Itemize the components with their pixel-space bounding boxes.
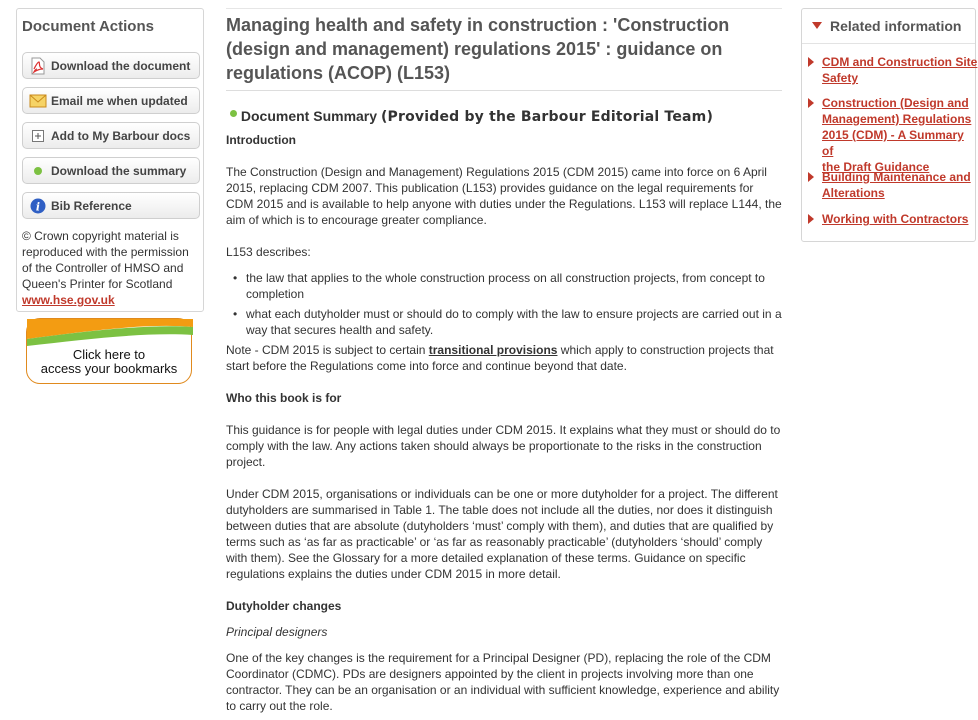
svg-text:i: i [35,200,41,213]
list-item: • the law that applies to the whole construction process on all construction projects, from concept to completion [226,270,782,302]
introduction-paragraph: The Construction (Design and Management) Regulations 2015 (CDM 2015) came into force on 6 April 2015, replacing CDM 2007. This publication (L153) provides guidance on the legal requirements for CDM 2015 and is available to help anyone with duties under the Regulations. L153 will replace L144, the aim of which is to encourage greater compliance. [226,165,782,227]
main-content [226,8,782,713]
l153-describes-text: L153 describes: [226,245,311,259]
related-information-panel [801,8,976,242]
document-actions-title: Document Actions [22,18,154,35]
page-title: Managing health and safety in construction : 'Construction (design and management) regulations 2015' : guidance on regulations (ACOP) (L153) [226,8,782,89]
info-icon [29,197,47,215]
document-actions-panel [16,8,204,312]
copyright-text: © Crown copyright material is reproduced with the permission of the Controller of HMSO and Queen's Printer for Scotland [22,229,189,291]
copyright-notice [22,228,202,308]
add-to-my-docs-label: Add to My Barbour docs [51,128,191,143]
download-summary-button[interactable] [22,157,200,184]
dutyholder-changes-heading: Dutyholder changes [226,599,342,613]
bookmarks-text [27,348,191,376]
plus-box-icon [29,127,47,145]
related-link-item [808,95,978,175]
add-to-my-docs-button[interactable] [22,122,200,149]
related-information-header[interactable] [802,9,975,44]
collapse-triangle-icon [812,22,822,29]
download-document-label: Download the document [51,58,191,73]
arrow-bullet-icon [808,214,814,224]
who-paragraph: This guidance is for people with legal duties under CDM 2015. It explains what they must or should do to comply with the law. Any actions taken should always be proportionate to the risks in the construction project. [226,423,781,469]
related-link-item [808,211,978,227]
related-link-cdm-summary[interactable]: Construction (Design and Management) Regulations 2015 (CDM) - A Summary of the Draft Guidance [822,96,972,174]
related-link-item [808,169,978,201]
related-link-item [808,54,978,86]
who-heading: Who this book is for [226,391,342,405]
arrow-bullet-icon [808,172,814,182]
arrow-bullet-icon [808,57,814,67]
describes-list [226,270,782,342]
note-paragraph [226,342,782,374]
arrow-bullet-icon [808,98,814,108]
related-information-title: Related information [830,18,962,34]
note-text-before: Note - CDM 2015 is subject to certain [226,343,429,357]
transitional-provisions-link[interactable]: transitional provisions [428,343,558,357]
note-text-after: which apply to construction projects that start before the Regulations come into force and continue beyond that date. [226,343,774,373]
hse-link[interactable]: www.hse.gov.uk [22,293,115,307]
list-item: • what each dutyholder must or should do to comply with the law to ensure projects are carried out in a way that secures health and safety. [226,306,782,338]
bib-reference-button[interactable] [22,192,200,219]
green-dot-icon [230,110,237,117]
principal-designers-paragraph: One of the key changes is the requirement for a Principal Designer (PD), replacing the role of the CDM Coordinator (CDMC). PDs are designers appointed by the client in projects involving more than one contractor. They can be an organisation or an individual with sufficient knowledge, experience and ability to carry out the role. [226,651,780,713]
document-summary-heading [226,108,713,125]
principal-designers-heading: Principal designers [226,625,328,639]
summary-heading-text: Document Summary [240,108,378,124]
title-divider [226,90,782,91]
bookmarks-banner-graphic [27,319,193,349]
bookmarks-button[interactable] [26,318,192,384]
download-document-button[interactable] [22,52,200,79]
related-link-building-maintenance[interactable]: Building Maintenance and Alterations [822,170,971,200]
email-updates-label: Email me when updated [51,93,188,108]
download-summary-label: Download the summary [51,163,187,178]
dutyholders-paragraph: Under CDM 2015, organisations or individuals can be one or more dutyholder for a project. The different dutyholders are summarised in Table 1. The table does not include all the duties, nor does it distinguish between duties that are absolute (dutyholders ‘must’ comply with them), and duties that are qualified by terms such as ‘as far as practicable’ or ‘as far as reasonably practicable’ (dutyholders ‘should’ comply with them). See the Glossary for a more detailed explanation of these terms. Guidance on specific regulations explains the duties under CDM 2015 in more detail. [226,487,778,581]
pdf-icon [29,57,47,75]
bookmarks-line-2: access your bookmarks [40,361,178,376]
bib-reference-label: Bib Reference [51,198,132,213]
summary-subheading: (Provided by the Barbour Editorial Team) [380,109,714,125]
envelope-icon [29,92,47,110]
green-dot-icon [29,162,47,180]
related-link-cdm-site-safety[interactable]: CDM and Construction Site Safety [822,55,978,85]
bookmarks-line-1: Click here to [72,347,146,362]
email-updates-button[interactable] [22,87,200,114]
related-link-working-with-contractors[interactable]: Working with Contractors [822,212,969,226]
introduction-heading: Introduction [226,133,296,147]
